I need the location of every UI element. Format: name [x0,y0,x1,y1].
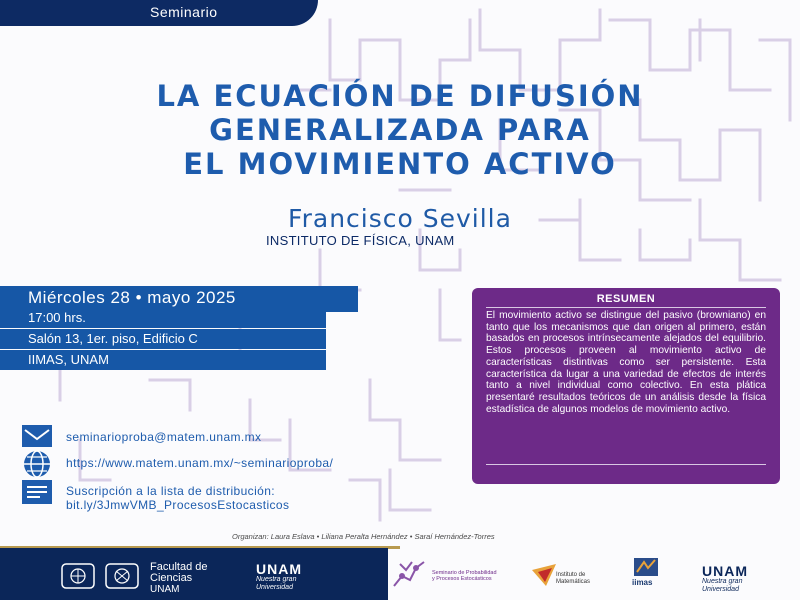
event-place: IIMAS, UNAM [28,352,109,367]
seminar-tag [0,0,318,26]
event-room: Salón 13, 1er. piso, Edificio C [28,331,198,346]
footer-logos [0,548,800,600]
faculty-crest-icon [104,562,140,590]
contact-email[interactable]: seminarioproba@matem.unam.mx [66,430,262,444]
title-line-2: GENERALIZADA PARA [209,113,591,147]
facultad-logo [150,562,207,595]
title-line-1: LA ECUACIÓN DE DIFUSIÓN [156,79,644,113]
unam-name-left: UNAM [256,561,302,577]
unam-tagline-left-2: Universidad [256,584,293,591]
iimas-logo-text: iimas [632,578,653,587]
event-room-bar [0,329,326,349]
event-time: 17:00 hrs. [28,310,86,325]
abstract-body: El movimiento activo se distingue del pasivo (browniano) en tanto que los mecanismos que dan origen al primero, están basados en procesos intrínsecamente alejados del equilibrio. Estos procesos proveen al movimiento activo de características distintivas como ser persistente. Esta característica da lugar a una variedad de efectos de interés tanto a nivel individual como colectivo. En esta plática presentaré resultados teóricos de un análisis desde la física estadística de algunos modelos de movimiento activo. [486,310,766,415]
abstract-heading: RESUMEN [596,293,656,305]
speaker-name: Francisco Sevilla [288,204,512,233]
abstract-top-divider [486,307,766,308]
subscription-label: Suscripción a la lista de distribución: [66,484,276,498]
facultad-line-1: Facultad de [150,561,208,573]
unam-tagline-right-1: Nuestra gran [702,578,743,585]
instituto-line-1: Instituto de [556,572,586,578]
subscription-link[interactable]: bit.ly/3JmwVMB_ProcesosEstocasticos [66,498,290,512]
seminario-logo-line-2: y Procesos Estocásticos [432,576,492,582]
seminario-logo-line-1: Seminario de Probabilidad [432,570,497,576]
unam-logo-left [256,562,302,592]
abstract-bottom-divider [486,464,766,465]
seminar-tag-label: Seminario [150,4,218,20]
instituto-line-2: Matemáticas [556,578,591,585]
event-time-bar [0,308,326,328]
speaker-affiliation: INSTITUTO DE FÍSICA, UNAM [266,233,455,248]
organizers: Organizan: Laura Eslava • Liliana Peralta Hernández • Saraí Hernández-Torres [232,532,495,541]
instituto-logo-icon [530,560,558,588]
event-date: Miércoles 28 • mayo 2025 [28,288,236,307]
facultad-line-2: Ciencias [150,572,193,584]
iimas-logo-icon [634,558,658,576]
event-place-bar [0,350,326,370]
seminario-logo-icon [390,556,430,590]
seminario-logo [432,570,497,582]
unam-name-right: UNAM [702,563,748,579]
contact-url[interactable]: https://www.matem.unam.mx/~seminarioproba/ [66,456,334,470]
unam-tagline-right-2: Universidad [702,586,739,593]
facultad-line-3: UNAM [150,584,180,595]
list-icon [22,477,52,507]
mail-icon [22,421,52,451]
title-line-3: EL MOVIMIENTO ACTIVO [183,147,617,181]
unam-logo-right [702,564,748,594]
unam-crest-icon [60,562,96,590]
unam-tagline-left-1: Nuestra gran [256,576,297,583]
globe-icon [22,449,52,479]
abstract-panel [472,288,780,484]
instituto-logo [556,572,590,585]
